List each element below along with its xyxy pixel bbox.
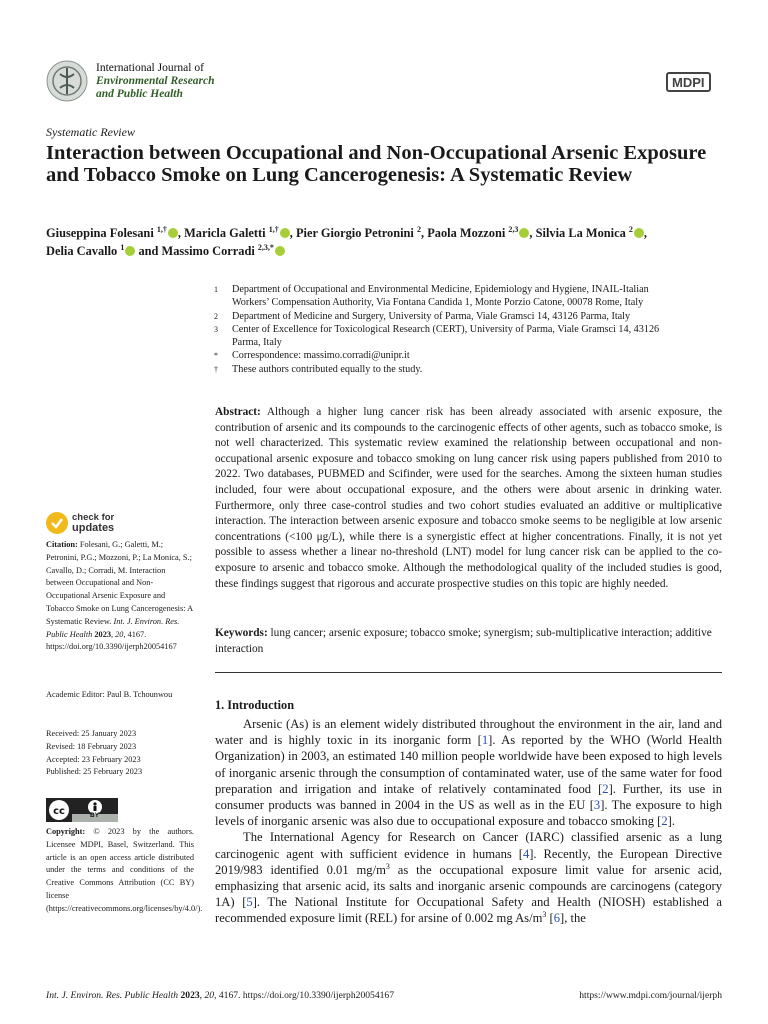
citation-label: Citation: — [46, 540, 78, 549]
author-name: Giuseppina Folesani — [46, 226, 154, 240]
keywords-label: Keywords: — [215, 627, 268, 639]
author-name: Pier Giorgio Petronini — [295, 226, 414, 240]
author-name: Massimo Corradi — [161, 244, 255, 258]
journal-name — [96, 62, 215, 101]
citation-text: Folesani, G.; Galetti, M.; Petronini, P.G.; Mozzoni, P.; La Monica, S.; Cavallo, D.; Corradi, M. Interaction between Occupational and Non-Occupational Arsenic Exposure and Tobacco Smoke on Lung Cancerogenesis: A Systematic Review. — [46, 540, 193, 626]
footer-citation: Int. J. Environ. Res. Public Health 2023, 20, 4167. https://doi.org/10.3390/ijerph20054167 — [46, 990, 395, 1001]
orcid-icon[interactable] — [634, 228, 644, 238]
article-type: Systematic Review — [46, 125, 135, 139]
author-affiliation-sup: 1,† — [156, 224, 167, 234]
section-heading-introduction: 1. Introduction — [215, 698, 295, 712]
journal-title-line-1: Environmental Research — [96, 75, 215, 87]
cc-by-label: BY — [90, 812, 100, 819]
received-date: Received: 25 January 2023 — [46, 729, 137, 738]
orcid-icon[interactable] — [125, 246, 135, 256]
affiliation-item: 1 Department of Occupational and Environmental Medicine, Epidemiology and Hygiene, INAIL-Italian Workers’ Compensation Authority, Via Fontana Candida 1, Monte Porzio Catone, 00078 Rome, Italy — [214, 284, 649, 309]
journal-prefix: International Journal of — [96, 62, 204, 74]
copyright-block — [46, 826, 203, 916]
copyright-text: © 2023 by the authors. Licensee MDPI, Basel, Switzerland. This article is an open access article distributed under the terms and conditions of the Creative Commons Attribution (CC BY) license (https://creativecommons.org/licenses/by/4.0/). — [46, 827, 203, 913]
abstract-text: Although a higher lung cancer risk has been already associated with arsenic exposure, the contribution of arsenic and its compounds to the carcinogenic effects of other agents, such as tobacco smoke, is not well characterized. This systematic review examined the relationship between occupational and non-occupational arsenic exposure and tobacco smoking on lung cancer risk using papers published from 2010 to 2022. Two databases, PUBMED and Scifinder, were used for the searches. Among the sixteen human studies included, four were about occupational exposure, and the others were about arsenic in drinking water. Furthermore, only three case-control studies and two cohort studies evaluated an additive or multiplicative interaction. The interaction between arsenic exposure and tobacco smoke seems to be negligible at low arsenic concentrations (<100 μg/L), while there is a synergistic effect at higher concentrations. Finally, it is not yet possible to assess whether a linear no-threshold (LNT) model for lung cancer risk can be applied to the co-exposure to arsenic and tobacco smoke. Although the methodological quality of the included studies is good, these findings suggest that rigorous and accurate prospective studies on this topic are highly needed. — [215, 406, 722, 590]
reference-link[interactable]: 3 — [593, 798, 601, 813]
affiliation-item: 3 Center of Excellence for Toxicological Research (CERT), University of Parma, Viale Gramsci 14, 43126 Parma, Italy — [214, 323, 660, 349]
check-updates-icon — [46, 512, 68, 534]
orcid-icon[interactable] — [280, 228, 290, 238]
author-affiliation-sup: 2,3,* — [257, 242, 274, 252]
svg-text:cc: cc — [53, 806, 65, 817]
citation-doi[interactable]: , 4167. https://doi.org/10.3390/ijerph20054167 — [46, 629, 177, 652]
intro-paragraph-2: The International Agency for Research on Cancer (IARC) classified arsenic as a lung carcinogenic agent with sufficient evidence in humans [4]. Recently, the European Directive 2019/983 identified 0.01 $mg/m^3$ as the occupational exposure limit value for arsenic acid, emphasizing that arsenic acid, its salts and inorganic arsenic compounds are carcinogens (category 1A) [5]. The National Institute for Occupational Safety and Health (NIOSH) established a recommended exposure limit (REL) for arsine of 0.002 mg $As/m^3$ [6], the — [215, 830, 723, 926]
reference-link[interactable]: 4 — [522, 846, 530, 861]
abstract-label: Abstract: — [215, 406, 261, 418]
citation-volume: 20 — [115, 629, 124, 639]
keywords — [215, 626, 722, 657]
mdpi-logo-icon: MDPI — [666, 72, 711, 92]
author-name: Maricla Galetti — [184, 226, 266, 240]
citation-journal: Int. J. Environ. Res. Public Health — [46, 616, 180, 639]
orcid-icon[interactable] — [519, 228, 529, 238]
check-for-updates-button[interactable] — [46, 512, 114, 534]
affiliation-item: 2 Department of Medicine and Surgery, University of Parma, Viale Gramsci 14, 43126 Parma, Italy — [214, 310, 631, 322]
reference-link[interactable]: 2 — [602, 781, 609, 796]
journal-logo-icon — [46, 60, 88, 102]
keywords-text: lung cancer; arsenic exposure; tobacco smoke; synergism; sub-multiplicative interaction; additive interaction — [215, 627, 712, 655]
author-affiliation-sup: 2 — [416, 224, 421, 234]
abstract — [215, 405, 722, 592]
check-updates-line-1: check for — [72, 511, 115, 523]
dates-block — [46, 728, 194, 779]
author-affiliation-sup: 1,† — [268, 224, 279, 234]
publisher-logo — [666, 72, 711, 92]
author-name: Silvia La Monica — [535, 226, 626, 240]
orcid-icon[interactable] — [275, 246, 285, 256]
author-name: Delia Cavallo — [46, 244, 118, 258]
divider — [215, 672, 722, 673]
journal-title-line-2: and Public Health — [96, 88, 183, 100]
article-title: Interaction between Occupational and Non-Occupational Arsenic Exposure and Tobacco Smoke on Lung Cancerogenesis: A Systematic Review — [46, 142, 707, 186]
reference-link[interactable]: 2 — [661, 814, 668, 829]
page-footer — [46, 990, 722, 1001]
author-name: Paola Mozzoni — [427, 226, 506, 240]
reference-link[interactable]: 1 — [481, 733, 489, 748]
introduction-body — [215, 716, 722, 927]
revised-date: Revised: 18 February 2023 — [46, 741, 137, 751]
intro-paragraph-1: Arsenic (As) is an element widely distributed throughout the environment in the air, land and water and is highly toxic in its inorganic form [1]. As reported by the WHO (World Health Organization) in 2003, an estimated 140 million people worldwide have been exposed to high levels of inorganic arsenic through the consumption of contaminated water, use of the same water for food preparation and irrigation and intake of relatively contaminated food [2]. Further, its use in consumer products was banned in 2004 in the US as well as in the EU [3]. The exposure to high levels of inorganic arsenic was also due to occupational exposure and tobacco smoking [2]. — [215, 717, 722, 829]
published-date: Published: 25 February 2023 — [46, 767, 143, 777]
affiliation-item: * Correspondence: massimo.corradi@unipr.it — [214, 350, 410, 362]
orcid-icon[interactable] — [168, 228, 178, 238]
accepted-date: Accepted: 23 February 2023 — [46, 754, 141, 764]
reference-link[interactable]: 6 — [553, 911, 561, 926]
cc-by-license-badge[interactable] — [46, 798, 118, 822]
check-updates-line-2: updates — [72, 521, 115, 534]
author-list: Giuseppina Folesani $^{1,\dagger}$ , Maricla Galetti $^{1,\dagger}$ , Pier Giorgio Petronini $^2$, Paola Mozzoni $^{2,3}$ , Silvia La Monica $^2$ , Delia Cavallo $^1$ and Massimo Corradi $^{2,3,*}$ — [46, 224, 648, 258]
affiliation-item: † These authors contributed equally to the study. — [214, 363, 423, 375]
author-affiliation-sup: 2 — [628, 224, 633, 234]
citation-block: Citation: Folesani, G.; Galetti, M.; Petronini, P.G.; Mozzoni, P.; La Monica, S.; Cavallo, D.; Corradi, M. Interaction between Occupational and Non-Occupational Arsenic Exposure and Tobacco Smoke on Lung Cancerogenesis: A Systematic Review. Int. J. Environ. Res. Public Health 2023, 20, 4167. https://doi.org/10.3390/ijerph20054167 — [46, 540, 193, 652]
academic-editor: Academic Editor: Paul B. Tchounwou — [46, 690, 173, 699]
reference-link[interactable]: 5 — [246, 895, 253, 910]
author-affiliation-sup: 2,3 — [508, 224, 519, 234]
citation-year: 2023 — [94, 629, 111, 639]
copyright-label: Copyright: — [46, 827, 86, 836]
author-affiliation-sup: 1 — [120, 242, 125, 252]
affiliations — [214, 283, 684, 376]
footer-journal-url[interactable]: https://www.mdpi.com/journal/ijerph — [579, 990, 722, 1001]
creative-commons-icon — [46, 798, 118, 822]
